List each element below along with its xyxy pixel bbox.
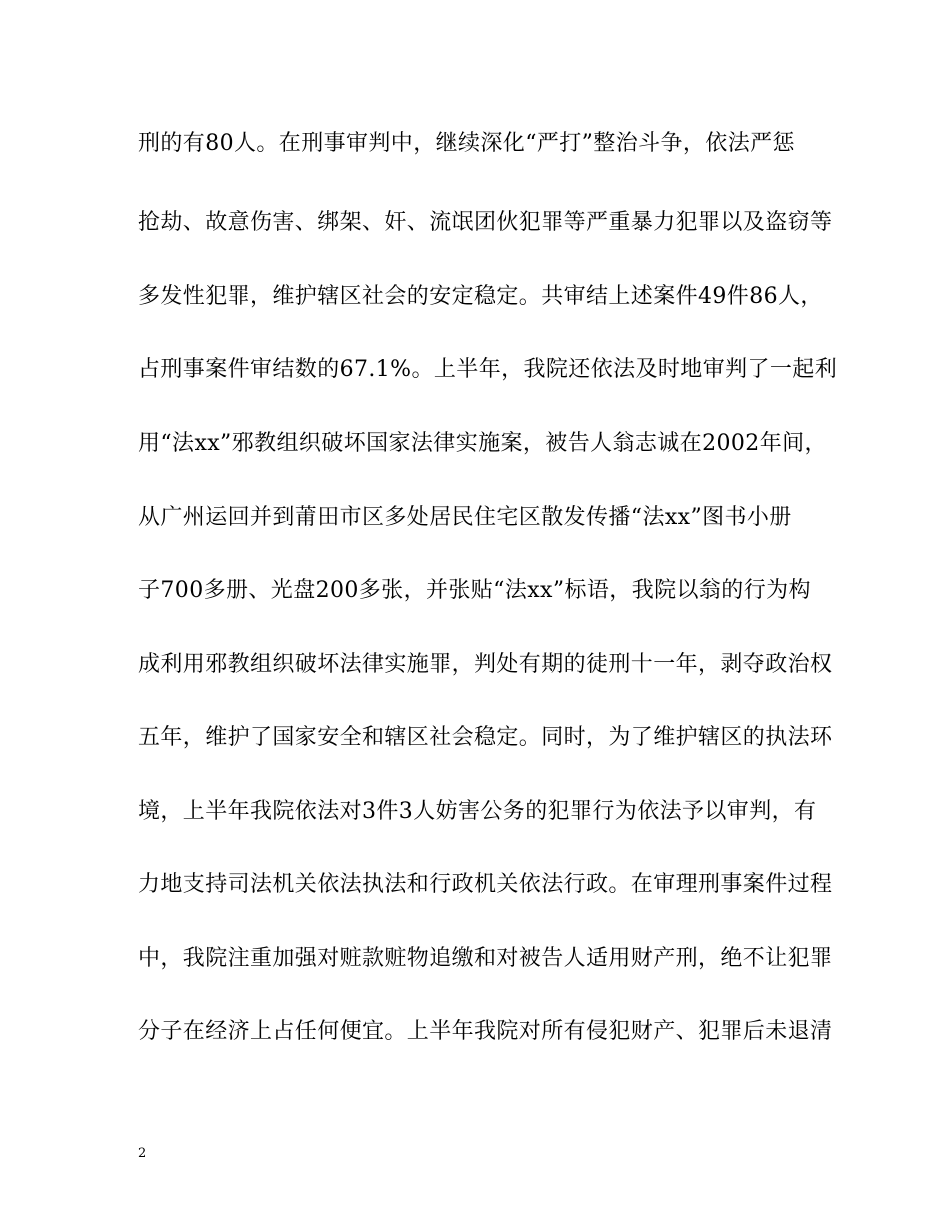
text-line: 用“法xx”邪教组织破坏国家法律实施案，被告人翁志诚在2002年间， [138, 431, 827, 456]
text-line: 多发性犯罪，维护辖区社会的安定稳定。共审结上述案件49件86人， [138, 284, 823, 309]
text-line: 中，我院注重加强对赃款赃物追缴和对被告人适用财产刑，绝不让犯罪 [138, 946, 833, 971]
text-line: 分子在经济上占任何便宜。上半年我院对所有侵犯财产、犯罪后未退清 [138, 1019, 833, 1044]
page-number: 2 [138, 1146, 147, 1161]
text-line: 子700多册、光盘200多张，并张贴“法xx”标语，我院以翁的行为构 [138, 578, 811, 603]
text-line: 抢劫、故意伤害、绑架、奸、流氓团伙犯罪等严重暴力犯罪以及盗窃等 [138, 210, 833, 235]
text-line: 力地支持司法机关依法执法和行政机关依法行政。在审理刑事案件过程 [138, 872, 833, 897]
text-line: 五年，维护了国家安全和辖区社会稳定。同时，为了维护辖区的执法环 [138, 725, 833, 750]
text-line: 成利用邪教组织破坏法律实施罪，判处有期的徒刑十一年，剥夺政治权 [138, 652, 833, 677]
text-line: 境，上半年我院依法对3件3人妨害公务的犯罪行为依法予以审判，有 [138, 799, 817, 824]
text-line: 刑的有80人。在刑事审判中，继续深化“严打”整治斗争，依法严惩 [138, 131, 795, 156]
text-line: 从广州运回并到莆田市区多处居民住宅区散发传播“法xx”图书小册 [138, 505, 792, 530]
text-line: 占刑事案件审结数的67.1%。上半年，我院还依法及时地审判了一起利 [138, 357, 838, 382]
